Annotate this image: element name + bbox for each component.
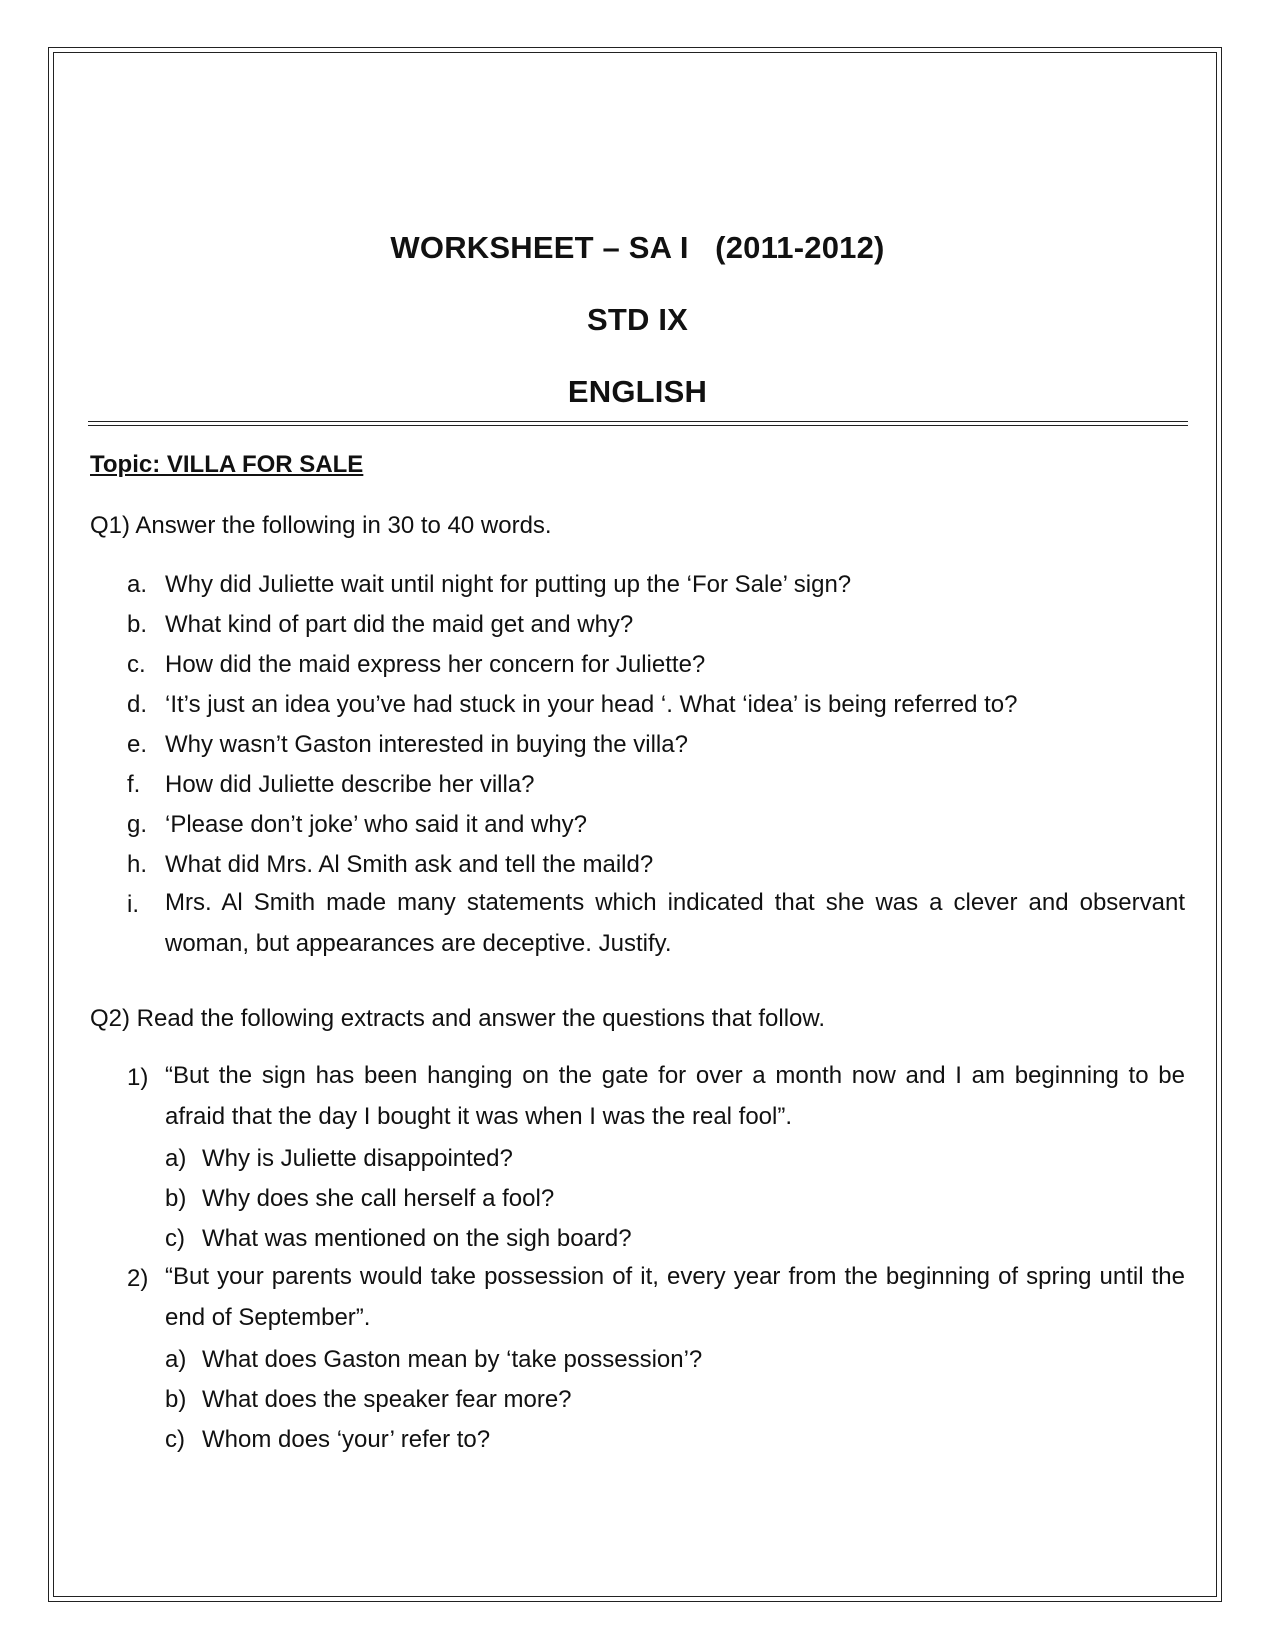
standard-label: STD IX (586, 302, 689, 337)
q2-extract-2-text: “But your parents would take possession of it, every year from the beginning of spring until the end of September”. (165, 1263, 1185, 1331)
q2-extract-2-q-c-text: Whom does ‘your’ refer to? (202, 1426, 491, 1453)
q1-item-a-text: Why did Juliette wait until night for putting up the ‘For Sale’ sign? (165, 571, 852, 598)
q2-extract-2-q-a-marker: a) (165, 1346, 187, 1373)
q2-extract-1-marker: 1) (127, 1064, 149, 1091)
subject-label: ENGLISH (567, 374, 708, 409)
header-divider-top (88, 421, 1188, 422)
q1-item-b-marker: b. (127, 611, 148, 638)
q1-item-g-text: ‘Please don’t joke’ who said it and why? (165, 811, 588, 838)
q1-item-h-marker: h. (127, 851, 148, 878)
q1-item-e-text: Why wasn’t Gaston interested in buying the villa? (165, 731, 688, 758)
q2-extract-1-q-c-marker: c) (165, 1225, 185, 1252)
q1-item-a-marker: a. (127, 571, 148, 598)
q1-item-h-text: What did Mrs. Al Smith ask and tell the maild? (165, 851, 654, 878)
q1-heading: Q1) Answer the following in 30 to 40 words. (90, 512, 552, 539)
q2-extract-1-q-b-marker: b) (165, 1185, 187, 1212)
q2-extract-2-marker: 2) (127, 1265, 149, 1292)
q1-item-b-text: What kind of part did the maid get and why? (165, 611, 634, 638)
q1-item-d-marker: d. (127, 691, 148, 718)
q2-extract-2-q-b-text: What does the speaker fear more? (202, 1386, 572, 1413)
q2-extract-2-q-a-text: What does Gaston mean by ‘take possession’? (202, 1346, 703, 1373)
q1-item-f-marker: f. (127, 771, 141, 798)
q2-extract-1-q-b-text: Why does she call herself a fool? (202, 1185, 555, 1212)
header-divider-bottom (88, 425, 1188, 426)
q2-extract-1-text: “But the sign has been hanging on the gate for over a month now and I am beginning to be afraid that the day I bought it was when I was the real fool”. (165, 1062, 1185, 1130)
q1-item-e-marker: e. (127, 731, 148, 758)
worksheet-title: WORKSHEET – SA I (2011-2012) (390, 230, 885, 265)
q1-item-c-text: How did the maid express her concern for Juliette? (165, 651, 706, 678)
q1-item-c-marker: c. (127, 651, 146, 678)
q2-extract-2-q-c-marker: c) (165, 1426, 185, 1453)
q1-item-g-marker: g. (127, 811, 148, 838)
q1-item-d-text: ‘It’s just an idea you’ve had stuck in your head ‘. What ‘idea’ is being referred to? (165, 691, 1018, 718)
q1-item-i-text: Mrs. Al Smith made many statements which indicated that she was a clever and observant woman, but appearances are deceptive. Justify. (165, 889, 1185, 957)
q2-extract-2-q-b-marker: b) (165, 1386, 187, 1413)
q2-extract-1-q-a-text: Why is Juliette disappointed? (202, 1145, 513, 1172)
q1-item-i-marker: i. (127, 891, 139, 918)
q2-extract-1-q-a-marker: a) (165, 1145, 187, 1172)
topic-heading: Topic: VILLA FOR SALE (90, 451, 364, 478)
q2-heading: Q2) Read the following extracts and answer the questions that follow. (90, 1005, 826, 1032)
q1-item-f-text: How did Juliette describe her villa? (165, 771, 535, 798)
q2-extract-1-q-c-text: What was mentioned on the sigh board? (202, 1225, 632, 1252)
